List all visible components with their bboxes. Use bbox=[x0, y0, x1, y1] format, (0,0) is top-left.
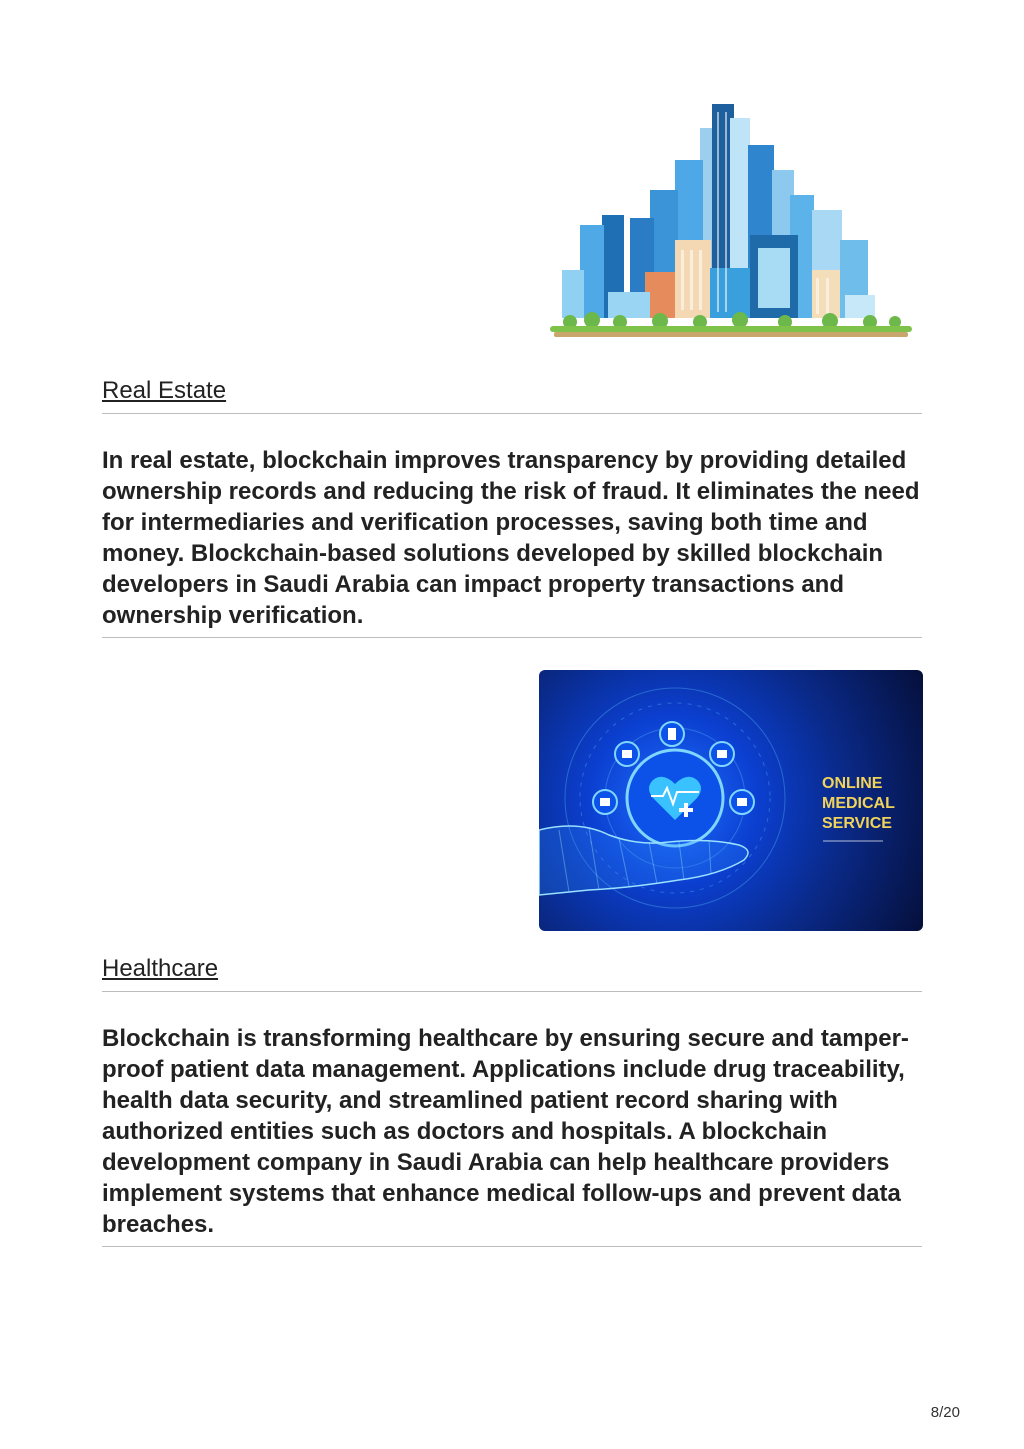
city-skyline-image bbox=[550, 100, 912, 340]
healthcare-heading[interactable]: Healthcare bbox=[102, 955, 219, 982]
healthcare-paragraph: Blockchain is transforming healthcare by ensuring secure and tamper-proof patient data management. Applications include drug traceability, health data security, and streamlined patient record sharing with authorized entities such as doctors and hospitals. A blockchain development company in Saudi Arabia can help healthcare providers implement systems that enhance medical follow-ups and prevent data breaches. bbox=[102, 1025, 909, 1238]
page-number: 8/20 bbox=[930, 1404, 960, 1421]
divider bbox=[102, 1246, 922, 1247]
divider bbox=[102, 637, 922, 638]
real-estate-heading[interactable]: Real Estate bbox=[102, 377, 227, 404]
real-estate-paragraph: In real estate, blockchain improves transparency by providing detailed ownership records and reducing the risk of fraud. It eliminates the need for intermediaries and verification processes, saving both time and money. Blockchain-based solutions developed by skilled blockchain developers in Saudi Arabia can impact property transactions and ownership verification. bbox=[102, 447, 920, 629]
divider bbox=[102, 991, 922, 992]
medical-service-image bbox=[539, 670, 923, 931]
divider bbox=[102, 413, 922, 414]
medical-image-line3: SERVICE bbox=[822, 815, 892, 832]
medical-image-line1: ONLINE bbox=[822, 775, 883, 792]
medical-image-line2: MEDICAL bbox=[822, 795, 895, 812]
